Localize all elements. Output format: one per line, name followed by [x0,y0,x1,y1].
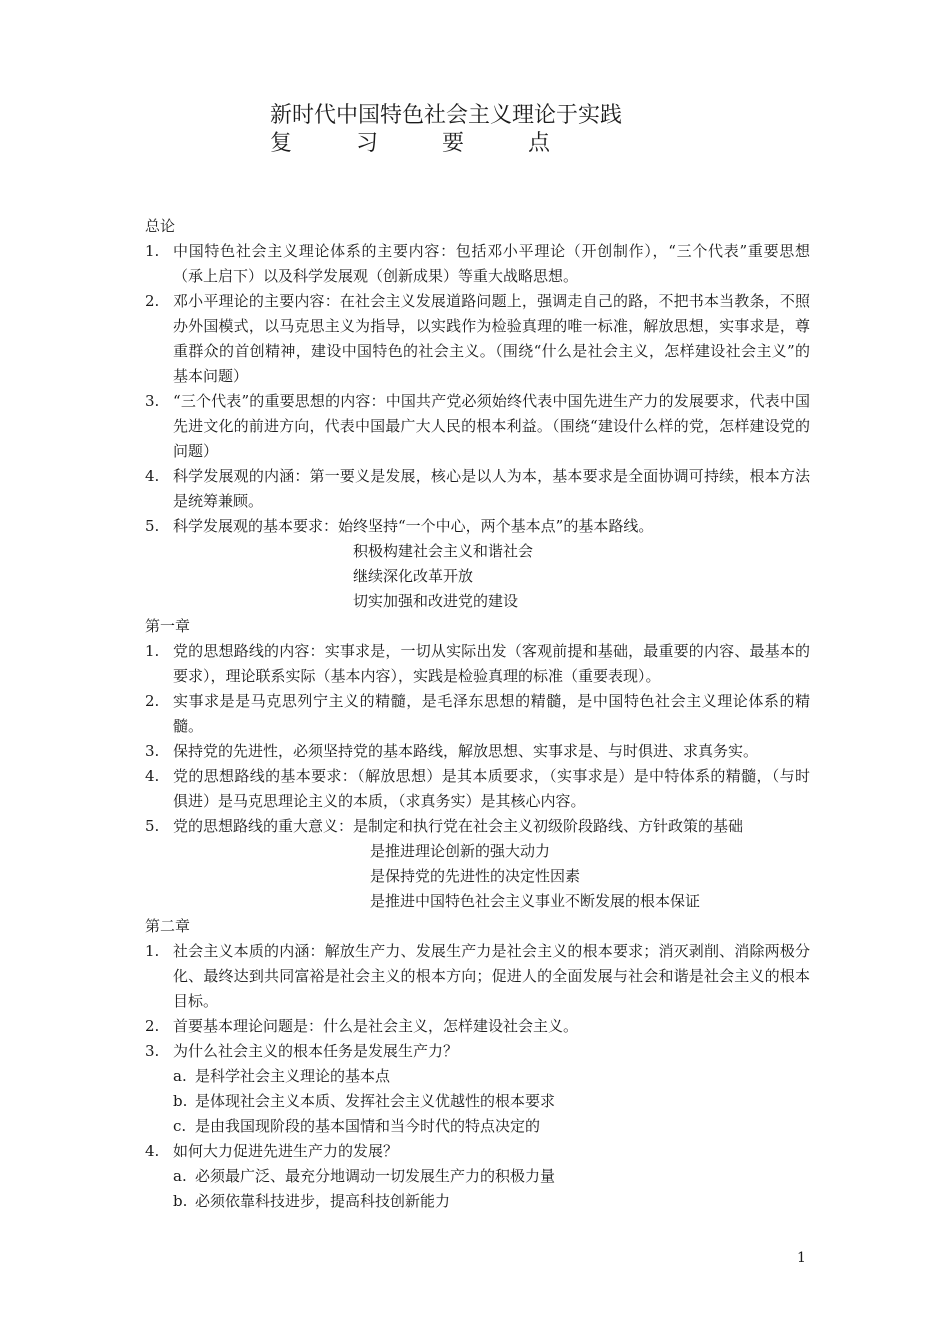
list-item [145,1139,810,1164]
item-number: 1. [145,242,160,260]
sub-item [145,1164,810,1189]
continuation-line: 是保持党的先进性的决定性因素 [370,867,581,885]
document-body [145,214,810,1214]
sub-item [145,1089,810,1114]
list-item [145,289,810,389]
list-item [145,639,810,689]
list-item [145,689,810,739]
item-text: 社会主义本质的内涵：解放生产力、发展生产力是社会主义的根本要求；消灭剥削、消除两极分化、最终达到共同富裕是社会主义的根本方向；促进人的全面发展与社会和谐是社会主义的根本目标。 [173,942,810,1010]
item-number: 4. [145,767,160,785]
document-title: 新时代中国特色社会主义理论于实践 [270,103,623,128]
sub-item-letter: a. [173,1067,187,1085]
continuation-line: 切实加强和改进党的建设 [353,592,519,610]
list-item [145,514,810,539]
document-subtitle [270,130,550,158]
item-text: 为什么社会主义的根本任务是发展生产力？ [173,1042,459,1060]
subtitle-char: 复 [270,131,293,156]
list-item [145,739,810,764]
sub-item-letter: b. [173,1192,188,1210]
item-text: 科学发展观的内涵：第一要义是发展，核心是以人为本，基本要求是全面协调可持续，根本方法是统筹兼顾。 [173,467,810,510]
subtitle-char: 习 [356,131,379,156]
item-text: 首要基本理论问题是：什么是社会主义，怎样建设社会主义。 [173,1017,579,1035]
sub-item [145,1114,810,1139]
sub-item-letter: c. [173,1117,187,1135]
item-number: 4. [145,1142,160,1160]
sub-item-text: 必须依靠科技进步，提高科技创新能力 [195,1192,451,1210]
item-number: 3. [145,742,160,760]
sub-item-text: 必须最广泛、最充分地调动一切发展生产力的积极力量 [195,1167,556,1185]
item-text: 邓小平理论的主要内容：在社会主义发展道路问题上，强调走自己的路，不把书本当教条，不照办外国模式，以马克思主义为指导，以实践作为检验真理的唯一标准，解放思想，实事求是，尊重群众的首创精神，建设中国特色的社会主义。（围绕“什么是社会主义，怎样建设社会主义”的基本问题） [173,292,810,385]
item-number: 3. [145,1042,160,1060]
sub-item-letter: b. [173,1092,188,1110]
subtitle-char: 点 [528,131,551,156]
page-number: 1 [797,1250,806,1266]
section-heading: 第一章 [145,617,191,635]
list-item [145,239,810,289]
item-number: 2. [145,1017,160,1035]
sub-item-text: 是体现社会主义本质、发挥社会主义优越性的根本要求 [195,1092,556,1110]
item-text: 党的思想路线的内容：实事求是，一切从实际出发（客观前提和基础，最重要的内容、最基本的要求），理论联系实际（基本内容），实践是检验真理的标准（重要表现）。 [173,642,810,685]
item-number: 3. [145,392,160,410]
item-text: 保持党的先进性，必须坚持党的基本路线，解放思想、实事求是、与时俱进、求真务实。 [173,742,759,760]
list-item [145,389,810,464]
item-number: 2. [145,692,160,710]
item-number: 5. [145,517,160,535]
sub-item [145,1189,810,1214]
item-number: 1. [145,642,160,660]
item-text: 科学发展观的基本要求：始终坚持“一个中心，两个基本点”的基本路线。 [173,517,654,535]
section-intro [145,214,810,614]
continuation-line: 积极构建社会主义和谐社会 [353,542,534,560]
continuation-line: 是推进中国特色社会主义事业不断发展的根本保证 [370,892,701,910]
item-number: 4. [145,467,160,485]
list-item [145,1039,810,1064]
section-heading: 第二章 [145,917,191,935]
continuation-line: 继续深化改革开放 [353,567,474,585]
sub-item-text: 是科学社会主义理论的基本点 [195,1067,391,1085]
list-item [145,764,810,814]
section-chapter-2 [145,914,810,1214]
item-text: 党的思想路线的重大意义：是制定和执行党在社会主义初级阶段路线、方针政策的基础 [173,817,744,835]
list-item [145,1014,810,1039]
item-text: 实事求是是马克思列宁主义的精髓，是毛泽东思想的精髓，是中国特色社会主义理论体系的精髓。 [173,692,810,735]
subtitle-char: 要 [442,131,465,156]
sub-item [145,1064,810,1089]
section-chapter-1 [145,614,810,914]
section-heading: 总论 [145,217,176,235]
item-text: 如何大力促进先进生产力的发展？ [173,1142,399,1160]
item-text: 中国特色社会主义理论体系的主要内容：包括邓小平理论（开创制作），“三个代表”重要思想（承上启下）以及科学发展观（创新成果）等重大战略思想。 [173,242,810,285]
item-text: “三个代表”的重要思想的内容：中国共产党必须始终代表中国先进生产力的发展要求，代表中国先进文化的前进方向，代表中国最广大人民的根本利益。（围绕“建设什么样的党，怎样建设党的问题） [173,392,810,460]
item-text: 党的思想路线的基本要求：（解放思想）是其本质要求，（实事求是）是中特体系的精髓，（与时俱进）是马克思理论主义的本质，（求真务实）是其核心内容。 [173,767,810,810]
sub-item-letter: a. [173,1167,187,1185]
sub-item-text: 是由我国现阶段的基本国情和当今时代的特点决定的 [195,1117,541,1135]
list-item [145,814,810,839]
list-item [145,464,810,514]
continuation-line: 是推进理论创新的强大动力 [370,842,551,860]
item-number: 5. [145,817,160,835]
list-item [145,939,810,1014]
item-number: 2. [145,292,160,310]
item-number: 1. [145,942,160,960]
